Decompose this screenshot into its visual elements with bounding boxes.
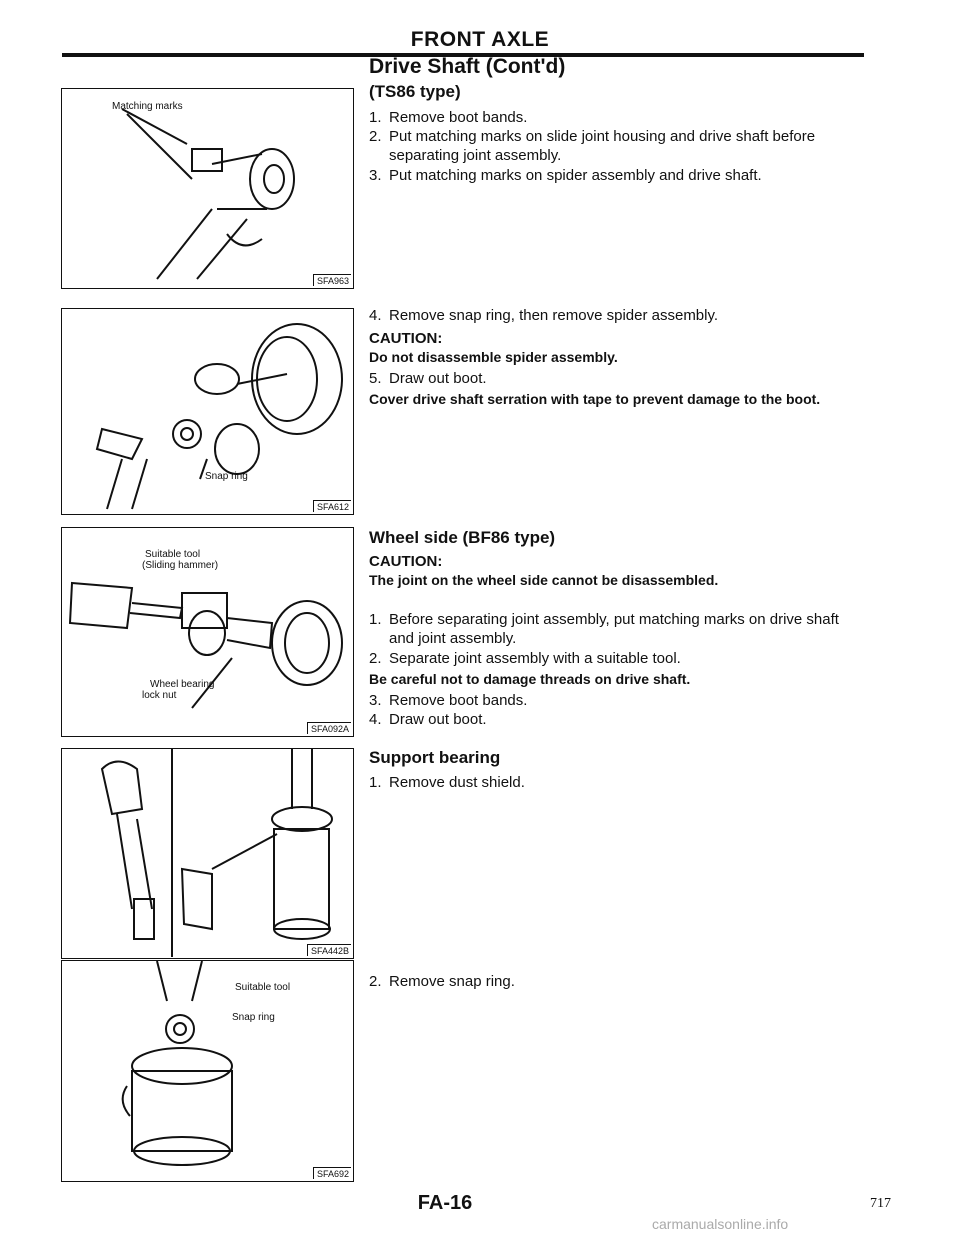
figure-code: SFA963	[313, 274, 351, 286]
figure-label: (Sliding hammer)	[142, 560, 219, 571]
step-number: 1.	[369, 774, 382, 791]
figure-label: Snap ring	[232, 1012, 275, 1023]
step-number: 1.	[369, 109, 382, 126]
figure-snap-ring-removal-drawing	[62, 961, 352, 1180]
wheel-side-caution-text: The joint on the wheel side cannot be disassembled.	[369, 572, 719, 588]
step-text: Remove boot bands.	[389, 109, 528, 126]
figure-snap-ring	[61, 308, 354, 515]
wheel-side-careful-text: Be careful not to damage threads on drive shaft.	[369, 671, 691, 687]
figure-sliding-hammer	[61, 527, 354, 737]
ts86-step-5	[369, 369, 869, 388]
step-number: 3.	[369, 692, 382, 709]
step-text: Remove snap ring, then remove spider assembly.	[389, 307, 719, 324]
figure-dust-shield	[61, 748, 354, 959]
step-number: 1.	[369, 611, 382, 628]
ts86-step-2	[369, 127, 869, 165]
step-number: 4.	[369, 307, 382, 324]
step-number: 4.	[369, 711, 382, 728]
ts86-caution-label: CAUTION:	[369, 330, 443, 347]
step-text: Separate joint assembly with a suitable tool.	[389, 650, 681, 667]
step-text: Remove snap ring.	[389, 973, 515, 990]
figure-snap-ring-removal	[61, 960, 354, 1182]
figure-code: SFA692	[313, 1167, 351, 1179]
step-number: 3.	[369, 167, 382, 184]
figure-dust-shield-drawing	[62, 749, 352, 957]
figure-snap-ring-drawing	[62, 309, 352, 513]
figure-matching-marks-drawing	[62, 89, 352, 287]
page-header-title: FRONT AXLE	[410, 28, 550, 51]
figure-label: Matching marks	[112, 101, 183, 112]
figure-code: SFA092A	[307, 722, 351, 734]
page-number: FA-16	[417, 1192, 473, 1214]
step-number: 2.	[369, 650, 382, 667]
ts86-step-3	[369, 166, 869, 185]
figure-label: Suitable tool	[145, 549, 201, 560]
page-folio: 717	[870, 1196, 891, 1211]
step-text: Put matching marks on spider assembly and drive shaft.	[389, 167, 762, 184]
ts86-caution-text: Do not disassemble spider assembly.	[369, 349, 618, 365]
step-number: 2.	[369, 973, 382, 990]
watermark: carmanualsonline.info	[652, 1216, 789, 1232]
section-title: Drive Shaft (Cont'd)	[369, 55, 566, 78]
ts86-title: (TS86 type)	[369, 82, 461, 101]
support-bearing-title: Support bearing	[369, 748, 501, 767]
figure-code: SFA612	[313, 500, 351, 512]
support-bearing-step-2	[369, 972, 869, 991]
wheel-side-title: Wheel side (BF86 type)	[369, 528, 556, 547]
ts86-cover-text: Cover drive shaft serration with tape to prevent damage to the boot.	[369, 391, 821, 407]
step-text: Before separating joint assembly, put matching marks on drive shaft and joint assembly.	[389, 611, 839, 647]
ts86-step-1	[369, 108, 869, 127]
step-text: Put matching marks on slide joint housing and drive shaft before separating joint assembly.	[389, 128, 816, 164]
wheel-side-step-2	[369, 649, 869, 668]
step-text: Remove boot bands.	[389, 692, 528, 709]
step-text: Remove dust shield.	[389, 774, 525, 791]
figure-label: Snap ring	[205, 471, 248, 482]
support-bearing-step-1	[369, 773, 869, 792]
figure-label: Suitable tool	[235, 982, 291, 993]
figure-code: SFA442B	[307, 944, 351, 956]
step-number: 2.	[369, 128, 382, 145]
wheel-side-step-4	[369, 710, 869, 729]
wheel-side-step-3	[369, 691, 869, 710]
wheel-side-caution-label: CAUTION:	[369, 553, 443, 570]
wheel-side-step-1	[369, 610, 869, 648]
figure-matching-marks	[61, 88, 354, 289]
step-text: Draw out boot.	[389, 711, 487, 728]
figure-label: Wheel bearing	[150, 679, 215, 690]
step-text: Draw out boot.	[389, 370, 487, 387]
step-number: 5.	[369, 370, 382, 387]
ts86-step-4	[369, 306, 869, 325]
figure-label: lock nut	[142, 690, 177, 701]
